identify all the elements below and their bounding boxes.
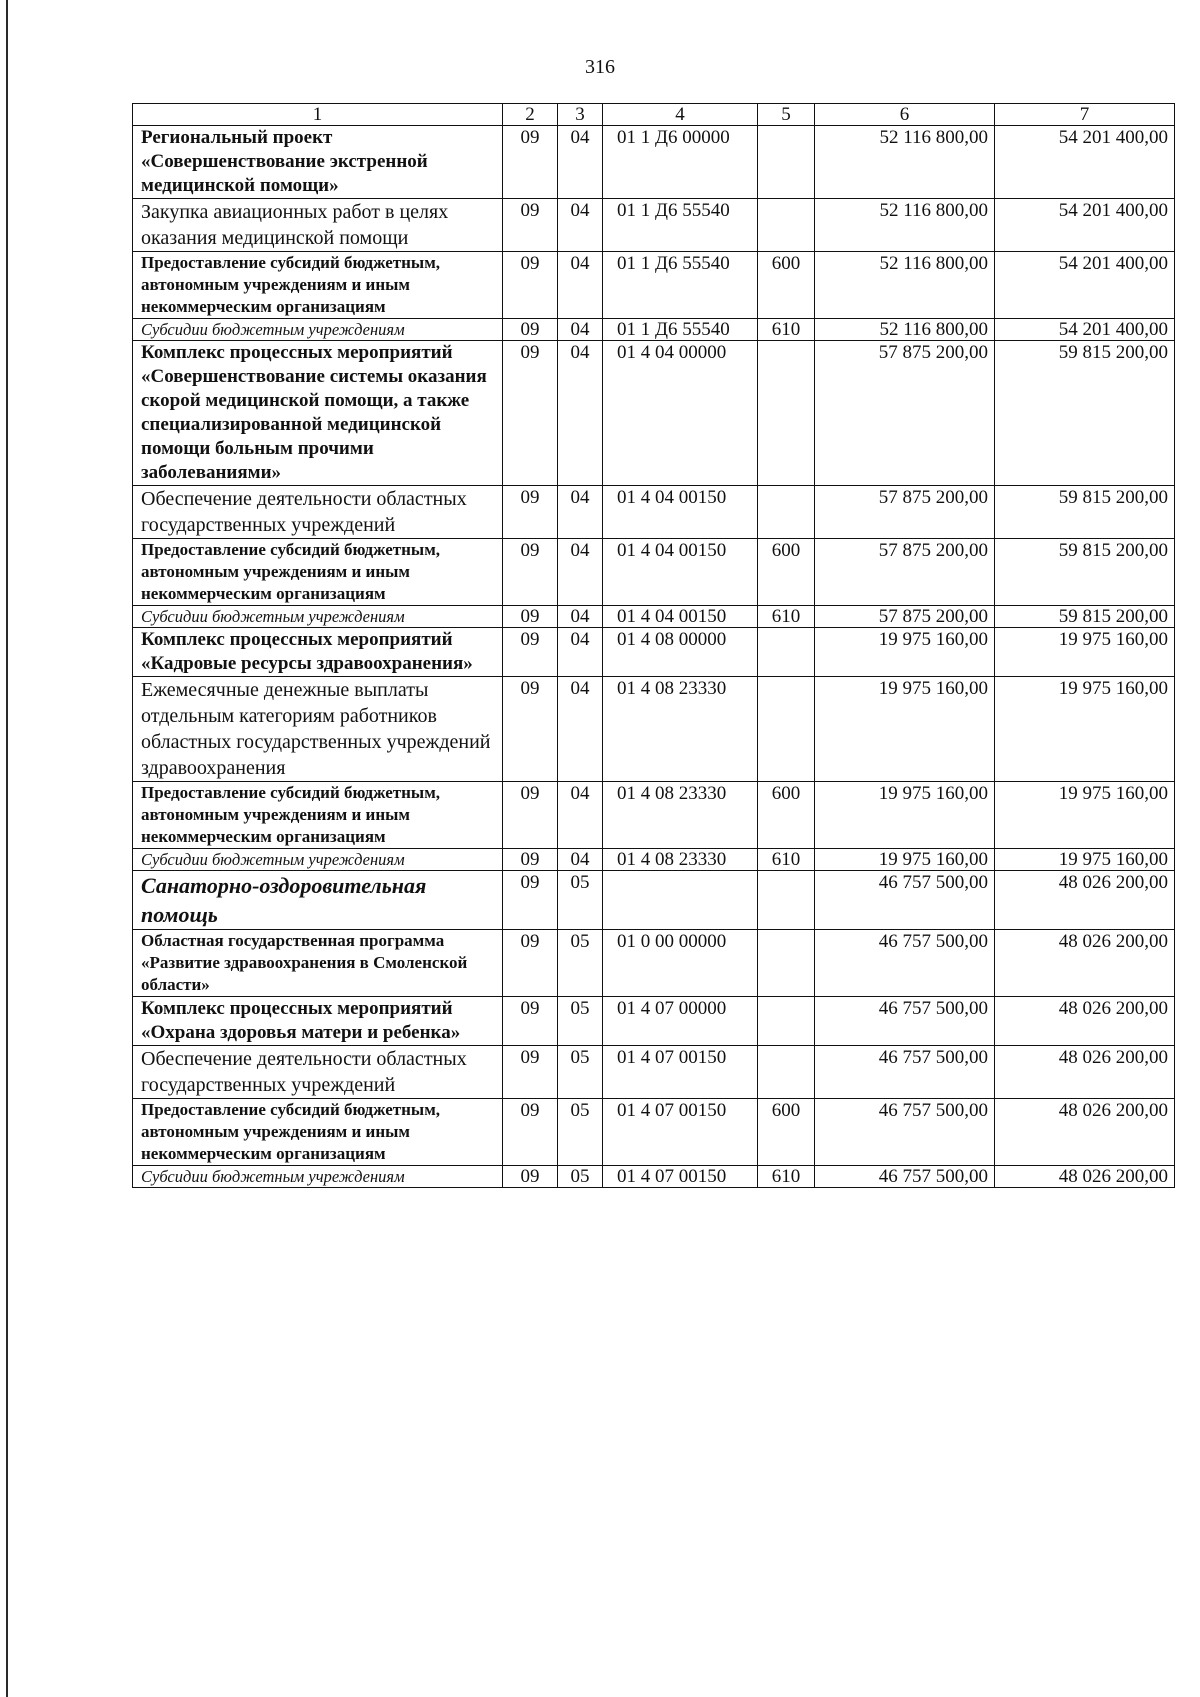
row-amount-year-1: 52 116 800,00 — [815, 199, 995, 252]
row-subsection-code: 05 — [558, 1166, 603, 1188]
table-row — [133, 341, 1175, 486]
row-amount-year-2: 54 201 400,00 — [995, 319, 1175, 341]
row-subsection-code: 04 — [558, 606, 603, 628]
row-subsection-code: 04 — [558, 252, 603, 319]
row-target-code: 01 1 Д6 00000 — [603, 126, 758, 199]
table-row — [133, 606, 1175, 628]
row-expense-type — [758, 677, 815, 782]
row-expense-type — [758, 628, 815, 677]
row-amount-year-1: 57 875 200,00 — [815, 341, 995, 486]
table-row — [133, 871, 1175, 930]
table-header — [133, 104, 1175, 126]
row-amount-year-1: 46 757 500,00 — [815, 871, 995, 930]
row-amount-year-1: 46 757 500,00 — [815, 930, 995, 997]
row-name: Закупка авиационных работ в целях оказания медицинской помощи — [133, 199, 503, 252]
table-row — [133, 997, 1175, 1046]
row-expense-type — [758, 199, 815, 252]
row-amount-year-1: 52 116 800,00 — [815, 126, 995, 199]
row-name: Субсидии бюджетным учреждениям — [133, 849, 503, 871]
table-row — [133, 539, 1175, 606]
row-expense-type — [758, 126, 815, 199]
row-subsection-code: 04 — [558, 782, 603, 849]
table-row — [133, 126, 1175, 199]
row-amount-year-2: 59 815 200,00 — [995, 606, 1175, 628]
row-amount-year-2: 19 975 160,00 — [995, 782, 1175, 849]
row-expense-type: 610 — [758, 849, 815, 871]
table-row — [133, 628, 1175, 677]
budget-table — [132, 103, 1175, 1188]
row-amount-year-2: 48 026 200,00 — [995, 871, 1175, 930]
row-name: Обеспечение деятельности областных государственных учреждений — [133, 1046, 503, 1099]
row-amount-year-2: 54 201 400,00 — [995, 126, 1175, 199]
row-target-code: 01 4 04 00150 — [603, 486, 758, 539]
header-cell: 3 — [558, 104, 603, 126]
table-row — [133, 252, 1175, 319]
row-name: Областная государственная программа «Развитие здравоохранения в Смоленской области» — [133, 930, 503, 997]
row-subsection-code: 04 — [558, 539, 603, 606]
row-expense-type — [758, 1046, 815, 1099]
row-section-code: 09 — [503, 539, 558, 606]
row-amount-year-1: 46 757 500,00 — [815, 1099, 995, 1166]
row-amount-year-2: 59 815 200,00 — [995, 341, 1175, 486]
row-target-code: 01 0 00 00000 — [603, 930, 758, 997]
row-expense-type: 600 — [758, 252, 815, 319]
header-cell: 6 — [815, 104, 995, 126]
row-name: Обеспечение деятельности областных государственных учреждений — [133, 486, 503, 539]
row-target-code: 01 1 Д6 55540 — [603, 199, 758, 252]
row-target-code: 01 1 Д6 55540 — [603, 252, 758, 319]
row-name: Предоставление субсидий бюджетным, автономным учреждениям и иным некоммерческим организациям — [133, 782, 503, 849]
row-section-code: 09 — [503, 341, 558, 486]
row-target-code: 01 4 04 00000 — [603, 341, 758, 486]
row-amount-year-2: 48 026 200,00 — [995, 997, 1175, 1046]
row-target-code — [603, 871, 758, 930]
table-row — [133, 199, 1175, 252]
row-amount-year-1: 19 975 160,00 — [815, 849, 995, 871]
row-expense-type — [758, 341, 815, 486]
row-section-code: 09 — [503, 199, 558, 252]
row-target-code: 01 4 07 00150 — [603, 1046, 758, 1099]
row-subsection-code: 05 — [558, 1099, 603, 1166]
row-amount-year-1: 19 975 160,00 — [815, 677, 995, 782]
row-section-code: 09 — [503, 1166, 558, 1188]
row-expense-type: 610 — [758, 319, 815, 341]
header-cell: 2 — [503, 104, 558, 126]
row-section-code: 09 — [503, 871, 558, 930]
row-subsection-code: 05 — [558, 871, 603, 930]
row-expense-type — [758, 486, 815, 539]
row-name: Предоставление субсидий бюджетным, автономным учреждениям и иным некоммерческим организациям — [133, 1099, 503, 1166]
row-expense-type: 600 — [758, 782, 815, 849]
row-amount-year-2: 48 026 200,00 — [995, 930, 1175, 997]
row-expense-type: 610 — [758, 1166, 815, 1188]
row-section-code: 09 — [503, 930, 558, 997]
header-cell: 1 — [133, 104, 503, 126]
row-subsection-code: 04 — [558, 677, 603, 782]
row-target-code: 01 1 Д6 55540 — [603, 319, 758, 341]
row-section-code: 09 — [503, 126, 558, 199]
row-amount-year-2: 59 815 200,00 — [995, 539, 1175, 606]
row-expense-type — [758, 997, 815, 1046]
row-amount-year-1: 57 875 200,00 — [815, 539, 995, 606]
row-amount-year-2: 48 026 200,00 — [995, 1099, 1175, 1166]
row-section-code: 09 — [503, 606, 558, 628]
row-amount-year-2: 54 201 400,00 — [995, 252, 1175, 319]
row-name: Комплекс процессных мероприятий «Совершенствование системы оказания скорой медицинской помощи, а также специализированной медицинской помощи больным прочими заболеваниями» — [133, 341, 503, 486]
row-name: Комплекс процессных мероприятий «Охрана здоровья матери и ребенка» — [133, 997, 503, 1046]
row-target-code: 01 4 04 00150 — [603, 539, 758, 606]
row-amount-year-1: 19 975 160,00 — [815, 782, 995, 849]
table-body — [133, 126, 1175, 1188]
row-name: Субсидии бюджетным учреждениям — [133, 606, 503, 628]
table-row — [133, 677, 1175, 782]
table-row — [133, 1166, 1175, 1188]
row-target-code: 01 4 08 00000 — [603, 628, 758, 677]
row-target-code: 01 4 08 23330 — [603, 849, 758, 871]
header-cell: 4 — [603, 104, 758, 126]
row-name: Предоставление субсидий бюджетным, автономным учреждениям и иным некоммерческим организациям — [133, 252, 503, 319]
header-row — [133, 104, 1175, 126]
row-name: Санаторно-оздоровительная помощь — [133, 871, 503, 930]
row-subsection-code: 04 — [558, 341, 603, 486]
row-section-code: 09 — [503, 1099, 558, 1166]
row-amount-year-1: 46 757 500,00 — [815, 1166, 995, 1188]
row-name: Региональный проект «Совершенствование экстренной медицинской помощи» — [133, 126, 503, 199]
row-section-code: 09 — [503, 997, 558, 1046]
table-row — [133, 1046, 1175, 1099]
table-row — [133, 849, 1175, 871]
row-amount-year-1: 52 116 800,00 — [815, 319, 995, 341]
row-subsection-code: 04 — [558, 628, 603, 677]
row-amount-year-1: 57 875 200,00 — [815, 486, 995, 539]
row-subsection-code: 04 — [558, 486, 603, 539]
row-subsection-code: 05 — [558, 997, 603, 1046]
row-section-code: 09 — [503, 628, 558, 677]
row-target-code: 01 4 07 00000 — [603, 997, 758, 1046]
row-amount-year-2: 48 026 200,00 — [995, 1166, 1175, 1188]
row-section-code: 09 — [503, 849, 558, 871]
row-section-code: 09 — [503, 1046, 558, 1099]
row-section-code: 09 — [503, 677, 558, 782]
row-section-code: 09 — [503, 486, 558, 539]
row-name: Субсидии бюджетным учреждениям — [133, 1166, 503, 1188]
scan-edge-line — [6, 0, 8, 1697]
header-cell: 5 — [758, 104, 815, 126]
row-expense-type — [758, 930, 815, 997]
row-amount-year-2: 54 201 400,00 — [995, 199, 1175, 252]
table-row — [133, 930, 1175, 997]
row-name: Субсидии бюджетным учреждениям — [133, 319, 503, 341]
row-amount-year-2: 19 975 160,00 — [995, 628, 1175, 677]
row-amount-year-2: 19 975 160,00 — [995, 849, 1175, 871]
row-name: Комплекс процессных мероприятий «Кадровые ресурсы здравоохранения» — [133, 628, 503, 677]
table-row — [133, 782, 1175, 849]
row-amount-year-1: 46 757 500,00 — [815, 997, 995, 1046]
row-amount-year-2: 59 815 200,00 — [995, 486, 1175, 539]
row-amount-year-2: 19 975 160,00 — [995, 677, 1175, 782]
row-subsection-code: 04 — [558, 126, 603, 199]
row-target-code: 01 4 08 23330 — [603, 677, 758, 782]
row-subsection-code: 05 — [558, 930, 603, 997]
row-expense-type: 610 — [758, 606, 815, 628]
table-row — [133, 319, 1175, 341]
row-section-code: 09 — [503, 252, 558, 319]
row-subsection-code: 04 — [558, 199, 603, 252]
row-amount-year-2: 48 026 200,00 — [995, 1046, 1175, 1099]
row-section-code: 09 — [503, 782, 558, 849]
row-expense-type: 600 — [758, 1099, 815, 1166]
row-amount-year-1: 46 757 500,00 — [815, 1046, 995, 1099]
table-row — [133, 1099, 1175, 1166]
row-target-code: 01 4 08 23330 — [603, 782, 758, 849]
row-name: Предоставление субсидий бюджетным, автономным учреждениям и иным некоммерческим организациям — [133, 539, 503, 606]
row-subsection-code: 05 — [558, 1046, 603, 1099]
row-target-code: 01 4 07 00150 — [603, 1099, 758, 1166]
row-amount-year-1: 19 975 160,00 — [815, 628, 995, 677]
row-name: Ежемесячные денежные выплаты отдельным категориям работников областных государственных учреждений здравоохранения — [133, 677, 503, 782]
row-amount-year-1: 52 116 800,00 — [815, 252, 995, 319]
row-target-code: 01 4 04 00150 — [603, 606, 758, 628]
row-section-code: 09 — [503, 319, 558, 341]
row-amount-year-1: 57 875 200,00 — [815, 606, 995, 628]
page-number: 316 — [585, 56, 615, 78]
row-subsection-code: 04 — [558, 849, 603, 871]
row-subsection-code: 04 — [558, 319, 603, 341]
header-cell: 7 — [995, 104, 1175, 126]
row-expense-type — [758, 871, 815, 930]
row-expense-type: 600 — [758, 539, 815, 606]
row-target-code: 01 4 07 00150 — [603, 1166, 758, 1188]
table-row — [133, 486, 1175, 539]
